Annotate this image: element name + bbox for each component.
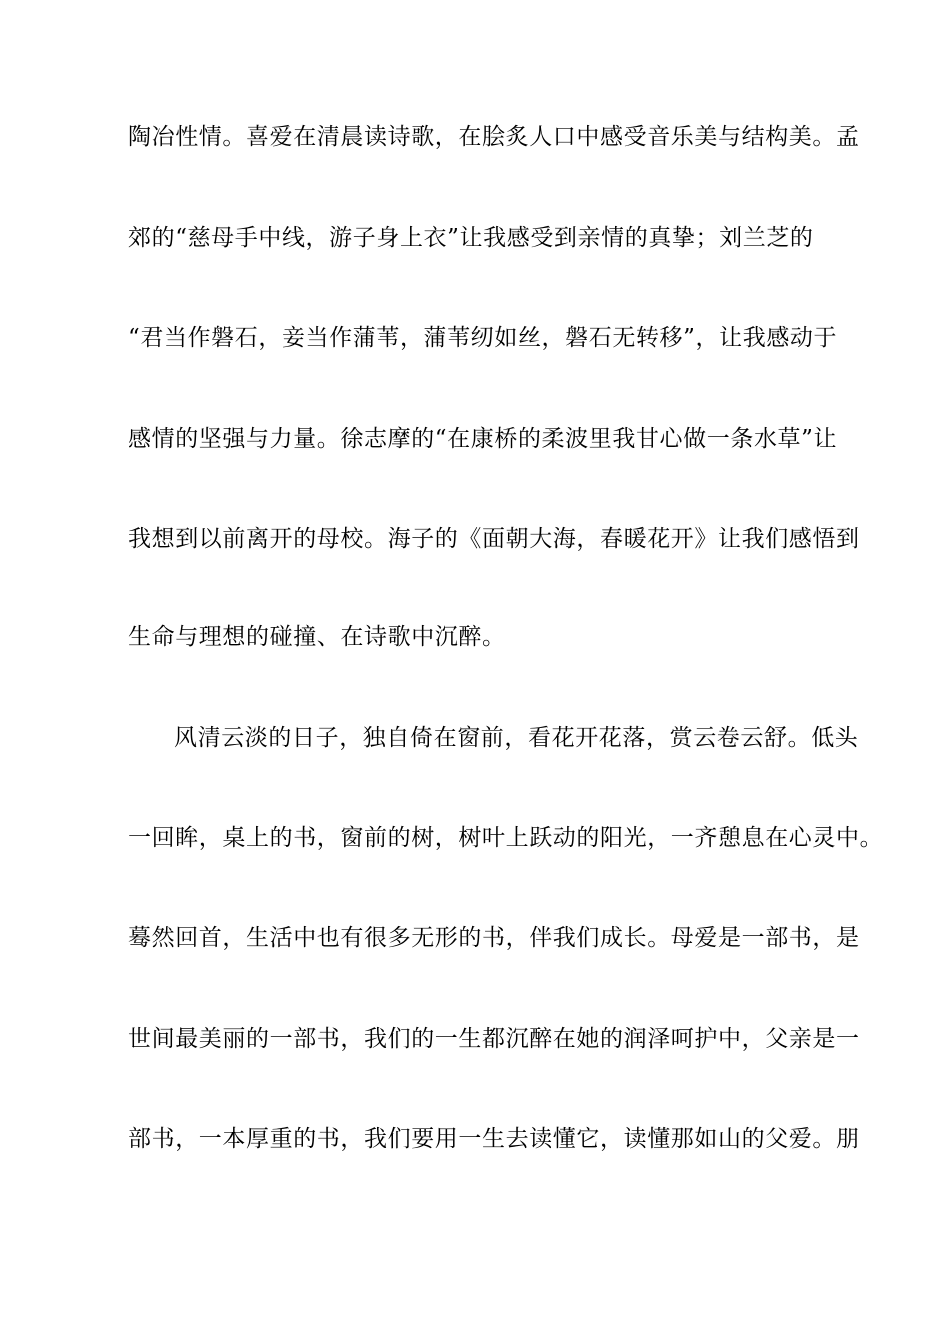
text-line-2: 郊的“慈母手中线，游子身上衣”让我感受到亲情的真挚；刘兰芝的 bbox=[128, 225, 814, 251]
text-line-11: 部书，一本厚重的书，我们要用一生去读懂它，读懂那如山的父爱。朋 bbox=[128, 1126, 860, 1152]
paragraph-start-line: 风清云淡的日子，独自倚在窗前，看花开花落，赏云卷云舒。低头 bbox=[174, 725, 859, 751]
text-line-9: 蓦然回首，生活中也有很多无形的书，伴我们成长。母爱是一部书，是 bbox=[128, 925, 860, 951]
text-line-5: 我想到以前离开的母校。海子的《面朝大海，春暖花开》让我们感悟到 bbox=[128, 526, 860, 552]
text-line-3: “君当作磐石，妾当作蒲苇，蒲苇纫如丝，磐石无转移”，让我感动于 bbox=[128, 325, 838, 351]
text-line-8: 一回眸，桌上的书，窗前的树，树叶上跃动的阳光，一齐憩息在心灵中。 bbox=[128, 825, 884, 851]
text-line-1: 陶冶性情。喜爱在清晨读诗歌，在脍炙人口中感受音乐美与结构美。孟 bbox=[128, 124, 860, 150]
text-line-10: 世间最美丽的一部书，我们的一生都沉醉在她的润泽呵护中，父亲是一 bbox=[128, 1026, 860, 1052]
text-line-6: 生命与理想的碰撞、在诗歌中沉醉。 bbox=[128, 624, 506, 650]
text-line-4: 感情的坚强与力量。徐志摩的“在康桥的柔波里我甘心做一条水草”让 bbox=[128, 426, 838, 452]
